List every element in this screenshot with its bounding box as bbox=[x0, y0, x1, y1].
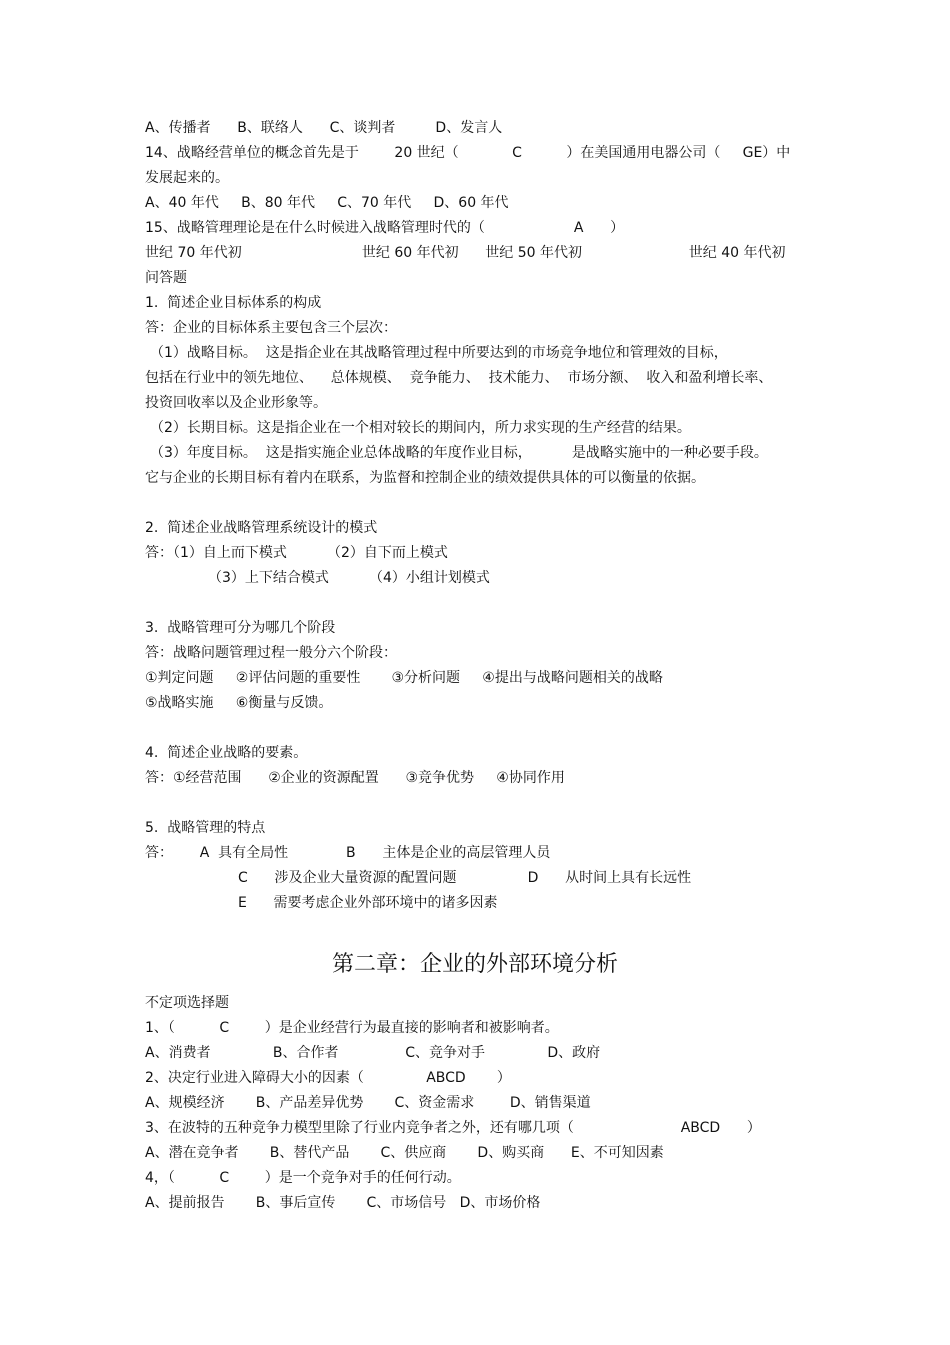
qa5-title: 5. 战略管理的特点 bbox=[145, 820, 266, 836]
ch2-q4-options: A、提前报告 B、事后宣传 C、市场信号 D、市场价格 bbox=[145, 1195, 541, 1211]
q15-options: 世纪 70 年代初 世纪 60 年代初 世纪 50 年代初 世纪 40 年代初 bbox=[145, 245, 786, 261]
qa2-answer-line1: 答：（1）自上而下模式 （2）自下而上模式 bbox=[145, 545, 448, 561]
ch2-q2-options: A、规模经济 B、产品差异优势 C、资金需求 D、销售渠道 bbox=[145, 1095, 591, 1111]
ch2-q1-question: 1、（ C ）是企业经营行为最直接的影响者和被影响者。 bbox=[145, 1020, 559, 1036]
q13-options: A、传播者 B、联络人 C、谈判者 D、发言人 bbox=[145, 120, 503, 136]
qa2-answer-line2: （3）上下结合模式 （4）小组计划模式 bbox=[208, 570, 490, 586]
qa2-title: 2. 简述企业战略管理系统设计的模式 bbox=[145, 520, 378, 536]
q14-options: A、40 年代 B、80 年代 C、70 年代 D、60 年代 bbox=[145, 195, 509, 211]
qa4-title: 4. 简述企业战略的要素。 bbox=[145, 745, 308, 761]
qa3-answer-line1: ①判定问题 ②评估问题的重要性 ③分析问题 ④提出与战略问题相关的战略 bbox=[145, 670, 663, 686]
qa1-answer-item1-cont2: 投资回收率以及企业形象等。 bbox=[145, 395, 327, 411]
ch2-q1-options: A、消费者 B、合作者 C、竞争对手 D、政府 bbox=[145, 1045, 601, 1061]
qa3-answer-intro: 答：战略问题管理过程一般分六个阶段： bbox=[145, 645, 397, 661]
ch2-q4-question: 4，（ C ）是一个竞争对手的任何行动。 bbox=[145, 1170, 461, 1186]
qa5-answer-line3: E 需要考虑企业外部环境中的诸多因素 bbox=[238, 895, 498, 911]
qa1-answer-item1-cont: 包括在行业中的领先地位、 总体规模、 竞争能力、 技术能力、 市场分额、 收入和盈利增长率、 bbox=[145, 370, 773, 386]
qa3-answer-line2: ⑤战略实施 ⑥衡量与反馈。 bbox=[145, 695, 333, 711]
qa1-answer-item3: （3）年度目标。 这是指实施企业总体战略的年度作业目标， 是战略实施中的一种必要手段。 bbox=[150, 445, 768, 461]
qa1-answer-item1: （1）战略目标。 这是指企业在其战略管理过程中所要达到的市场竞争地位和管理效的目标， bbox=[150, 345, 728, 361]
ch2-q2-question: 2、决定行业进入障碍大小的因素（ ABCD ） bbox=[145, 1070, 511, 1086]
ch2-q3-question: 3、在波特的五种竞争力模型里除了行业内竞争者之外，还有哪几项（ ABCD ） bbox=[145, 1120, 761, 1136]
qa1-answer-intro: 答：企业的目标体系主要包含三个层次： bbox=[145, 320, 397, 336]
q14-question: 14、战略经营单位的概念首先是于 20 世纪（ C ）在美国通用电器公司（ GE）中 bbox=[145, 145, 791, 161]
chapter-title: 第二章：企业的外部环境分析 bbox=[331, 952, 618, 977]
qa3-title: 3. 战略管理可分为哪几个阶段 bbox=[145, 620, 336, 636]
qa5-answer-line1: 答： A 具有全局性 B 主体是企业的高层管理人员 bbox=[145, 845, 551, 861]
ch2-q3-options: A、潜在竞争者 B、替代产品 C、供应商 D、购买商 E、不可知因素 bbox=[145, 1145, 664, 1161]
qa1-answer-item2: （2）长期目标。这是指企业在一个相对较长的期间内，所力求实现的生产经营的结果。 bbox=[150, 420, 691, 436]
section-heading-qa: 问答题 bbox=[145, 270, 187, 286]
qa1-title: 1. 简述企业目标体系的构成 bbox=[145, 295, 322, 311]
qa5-answer-line2: C 涉及企业大量资源的配置问题 D 从时间上具有长远性 bbox=[238, 870, 692, 886]
section-heading-choice: 不定项选择题 bbox=[145, 995, 229, 1011]
qa4-answer: 答：①经营范围 ②企业的资源配置 ③竞争优势 ④协同作用 bbox=[145, 770, 565, 786]
q14-question-cont: 发展起来的。 bbox=[145, 170, 229, 186]
qa1-answer-item3-cont: 它与企业的长期目标有着内在联系，为监督和控制企业的绩效提供具体的可以衡量的依据。 bbox=[145, 470, 705, 486]
q15-question: 15、战略管理理论是在什么时候进入战略管理时代的（ A ） bbox=[145, 220, 625, 236]
